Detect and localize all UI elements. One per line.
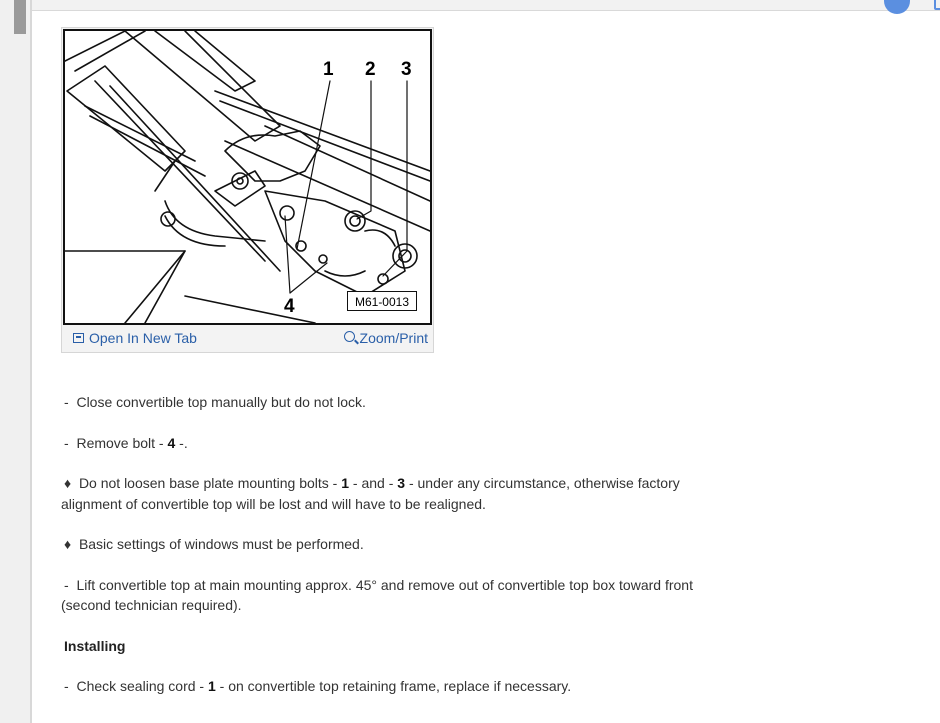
step-text: -. (175, 434, 188, 451)
note-text: Basic settings of windows must be performed. (78, 536, 364, 552)
diamond-marker: ♦ (64, 536, 72, 552)
dash-marker: - (64, 576, 69, 593)
procedure-text (61, 392, 701, 717)
figure-card (61, 27, 434, 353)
installing-heading: Installing (64, 637, 126, 654)
step-text: Remove bolt - (76, 434, 168, 451)
bolt-ref: 1 (341, 475, 350, 491)
zoom-print-label: Zoom/Print (359, 330, 428, 346)
bolt-ref: 3 (397, 475, 406, 491)
bolt-ref: 4 (167, 434, 176, 451)
note-base-plate (61, 473, 701, 514)
note-text: Do not loosen base plate mounting bolts - (78, 475, 342, 491)
zoom-print-link[interactable] (344, 330, 428, 346)
callout-4: 4 (284, 296, 295, 317)
step-remove-bolt (61, 433, 701, 454)
technical-illustration (63, 29, 432, 325)
diamond-marker: ♦ (64, 475, 72, 491)
dash-marker: - (64, 434, 69, 451)
dash-marker: - (64, 394, 69, 410)
figure-code: M61-0013 (347, 291, 417, 311)
step-text: Check sealing cord - (76, 678, 208, 694)
left-border (30, 0, 32, 723)
window-icon[interactable] (934, 0, 940, 10)
step-check-sealing (61, 676, 701, 697)
note-text: - and - (349, 475, 398, 491)
step-lift-top (61, 575, 701, 616)
step-close-top (61, 392, 701, 413)
figure-links (62, 326, 433, 352)
step-text: - on convertible top retaining frame, replace if necessary. (215, 678, 572, 694)
dash-marker: - (64, 678, 69, 694)
note-text: - under any circumstance, otherwise factory alignment of convertible top will be lost and will have to be realigned. (61, 475, 680, 512)
avatar-icon[interactable] (884, 0, 910, 14)
left-gutter (0, 0, 30, 723)
step-text: Close convertible top manually but do not lock. (76, 394, 366, 410)
open-new-tab-label: Open In New Tab (89, 330, 197, 346)
cord-ref: 1 (207, 678, 216, 694)
zoom-icon (344, 331, 355, 342)
open-tab-icon (73, 333, 84, 343)
callout-2: 2 (365, 59, 376, 80)
callout-1: 1 (323, 59, 334, 80)
scrollbar-thumb[interactable] (14, 0, 26, 34)
note-window-settings (61, 534, 701, 555)
callout-3: 3 (401, 59, 412, 80)
open-new-tab-link[interactable] (73, 330, 197, 346)
top-toolbar (32, 0, 940, 11)
step-text: Lift convertible top at main mounting approx. 45° and remove out of convertible top box toward front (second technician required). (61, 576, 693, 613)
